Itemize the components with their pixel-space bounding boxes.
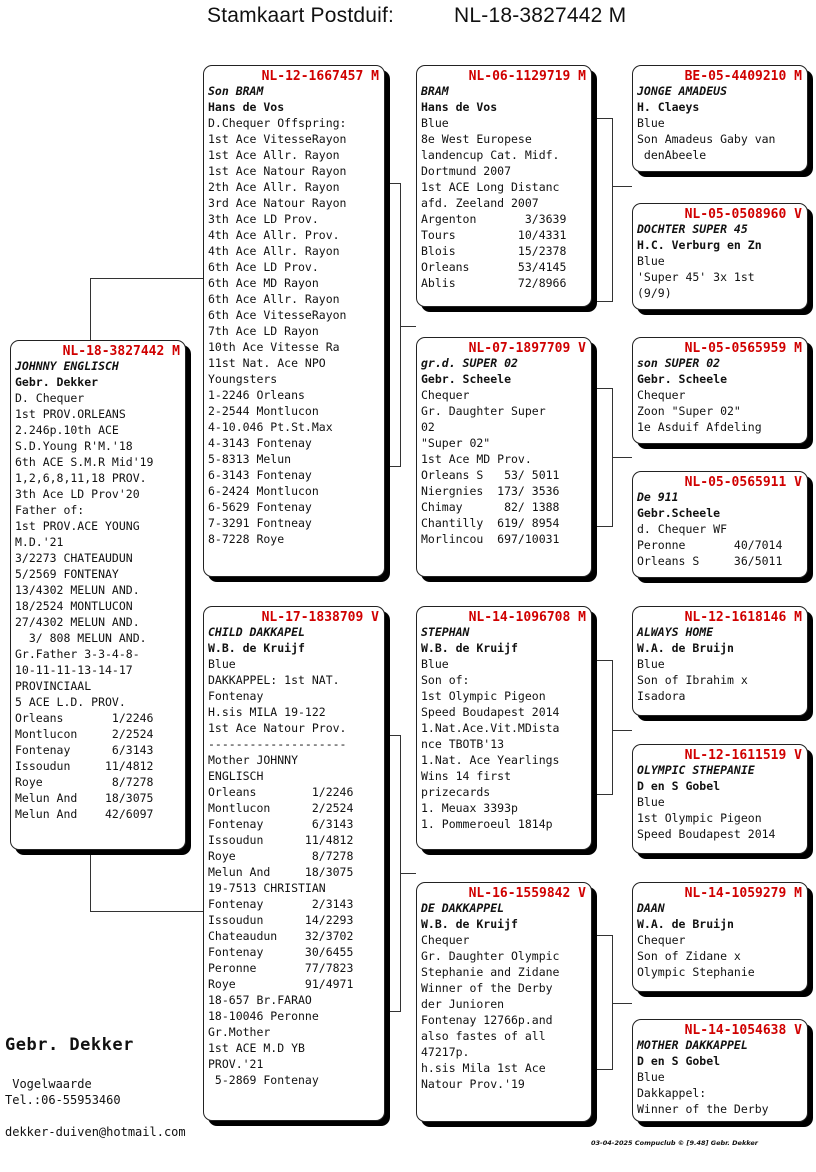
detail-line: 8-7228 Roye (208, 532, 285, 546)
pedigree-card-father (203, 65, 385, 577)
pigeon-name: ALWAYS HOME (637, 625, 714, 639)
detail-line: 1st Ace MD Prov. (421, 452, 532, 466)
detail-line: Blue (421, 116, 449, 130)
breeder: W.B. de Kruijf (208, 641, 305, 655)
pigeon-name: BRAM (421, 84, 449, 98)
detail-line: Montlucon 2/2524 (208, 801, 354, 815)
connector-fm-mid (612, 457, 632, 458)
detail-line: 7th Ace LD Rayon (208, 324, 319, 338)
detail-line: 3th Ace LD Prov. (208, 212, 319, 226)
detail-line: 18-657 Br.FARAO (208, 993, 312, 1007)
detail-line: Ablis 72/8966 (421, 276, 567, 290)
detail-line: (9/9) (637, 286, 672, 300)
card-details (421, 656, 587, 832)
detail-line: 4-3143 Fontenay (208, 436, 312, 450)
detail-line: Chequer (421, 933, 470, 947)
detail-line: 10th Ace Vitesse Ra (208, 340, 340, 354)
pedigree-card-mfm (632, 744, 808, 854)
detail-line: Father of: (15, 503, 85, 517)
breeder: W.A. de Bruijn (637, 641, 734, 655)
pigeon-name: Son BRAM (208, 84, 264, 98)
breeder: H.C. Verburg en Zn (637, 238, 762, 252)
pigeon-name: MOTHER DAKKAPPEL (637, 1038, 748, 1052)
detail-line: Fontenay 6/3143 (208, 817, 354, 831)
detail-line: Wins 14 first (421, 769, 512, 783)
detail-line: S.D.Young R'M.'18 (15, 439, 133, 453)
pedigree-card-fmf (632, 337, 808, 444)
detail-line: Niergnies 173/ 3536 (421, 484, 560, 498)
connector-father-parents (385, 183, 401, 467)
detail-line: Son of Ibrahim x (637, 673, 748, 687)
detail-line: 8e West Europese (421, 132, 532, 146)
ring-number: NL-12-1618146 M (684, 610, 802, 625)
detail-line: Fontenay 2/3143 (208, 897, 354, 911)
detail-line: 1.Nat.Ace.Vit.MDista (421, 721, 560, 735)
detail-line: Orleans 1/2246 (15, 711, 154, 725)
breeder: Gebr. Scheele (637, 372, 728, 386)
ring-number: NL-05-0508960 V (684, 207, 802, 222)
detail-line: Fontenay 12766p.and (421, 1013, 553, 1027)
pedigree-card-mmm (632, 1019, 808, 1122)
detail-line: 1st PROV.ORLEANS (15, 407, 126, 421)
connector-mother-parents (385, 735, 401, 1012)
pedigree-card-mother-father (416, 606, 592, 850)
connector-father-mid (400, 326, 416, 327)
detail-line: nce TBOTB'13 (421, 737, 505, 751)
detail-line: 18/2524 MONTLUCON (15, 599, 133, 613)
detail-line: 1st Ace Allr. Rayon (208, 148, 340, 162)
detail-line: 5-2869 Fontenay (208, 1073, 319, 1087)
pedigree-card-fff (632, 65, 808, 172)
detail-line: Son of: (421, 673, 470, 687)
owner-phone: Tel.:06-55953460 (5, 1093, 121, 1107)
ring-number: NL-05-0565911 V (684, 475, 802, 490)
detail-line: M.D.'21 (15, 535, 64, 549)
detail-line: 6-5629 Fontenay (208, 500, 312, 514)
detail-line: Chateaudun 32/3702 (208, 929, 354, 943)
detail-line: Orleans 53/4145 (421, 260, 567, 274)
ring-number: NL-17-1838709 V (261, 610, 379, 625)
breeder: Gebr. Scheele (421, 372, 512, 386)
card-details (637, 1069, 803, 1117)
detail-line: 1.Nat. Ace Yearlings (421, 753, 560, 767)
breeder: Hans de Vos (208, 100, 285, 114)
detail-line: 4th Ace Allr. Rayon (208, 244, 340, 258)
detail-line: 3/ 808 MELUN AND. (15, 631, 147, 645)
detail-line: 3th Ace LD Prov'20 (15, 487, 140, 501)
detail-line: Orleans S 53/ 5011 (421, 468, 560, 482)
detail-line: Blois 15/2378 (421, 244, 567, 258)
detail-line: Melun And 42/6097 (15, 807, 154, 821)
ring-number: NL-12-1611519 V (684, 748, 802, 763)
detail-line: Stephanie and Zidane (421, 965, 560, 979)
detail-line: Melun And 18/3075 (208, 865, 354, 879)
detail-line: Fontenay 6/3143 (15, 743, 154, 757)
detail-line: 6th ACE S.M.R Mid'19 (15, 455, 154, 469)
detail-line: Youngsters (208, 372, 278, 386)
pigeon-name: JONGE AMADEUS (637, 84, 728, 98)
detail-line: DAKKAPPEL: 1st NAT. (208, 673, 340, 687)
detail-line: landencup Cat. Midf. (421, 148, 560, 162)
detail-line: 5-8313 Melun (208, 452, 292, 466)
detail-line: Natour Prov.'19 (421, 1077, 525, 1091)
detail-line: Blue (637, 254, 665, 268)
detail-line: Gr.Mother (208, 1025, 271, 1039)
detail-line: H.sis MILA 19-122 (208, 705, 326, 719)
detail-line: Morlincou 697/10031 (421, 532, 560, 546)
detail-line: d. Chequer WF (637, 522, 728, 536)
detail-line: D. Chequer (15, 391, 85, 405)
detail-line: -------------------- (208, 737, 347, 751)
card-details (421, 932, 587, 1092)
detail-line: Orleans 1/2246 (208, 785, 354, 799)
detail-line: Issoudun 11/4812 (15, 759, 154, 773)
breeder: Hans de Vos (421, 100, 498, 114)
pigeon-name: JOHNNY ENGLISCH (15, 359, 119, 373)
pigeon-name: son SUPER 02 (637, 356, 721, 370)
detail-line: Chantilly 619/ 8954 (421, 516, 560, 530)
detail-line: ENGLISCH (208, 769, 264, 783)
ring-number: NL-06-1129719 M (468, 69, 586, 84)
detail-line: also fastes of all (421, 1029, 546, 1043)
detail-line: 6th Ace LD Prov. (208, 260, 319, 274)
detail-line: Argenton 3/3639 (421, 212, 567, 226)
detail-line: 1st Ace Natour Prov. (208, 721, 347, 735)
detail-line: Chequer (637, 933, 686, 947)
detail-line: 7-3291 Fontneay (208, 516, 312, 530)
connector-mother-mid (400, 873, 416, 874)
connector-mm-mid (612, 1003, 632, 1004)
footer-print-info: 03-04-2025 Compuclub © [9.48] Gebr. Dekker (591, 1139, 758, 1147)
pigeon-name: CHILD DAKKAPEL (208, 625, 305, 639)
detail-line: Speed Boudapest 2014 (637, 827, 776, 841)
pigeon-name: STEPHAN (421, 625, 470, 639)
detail-line: 1st ACE M.D YB (208, 1041, 305, 1055)
connector-ff-mid (612, 186, 632, 187)
detail-line: Gr.Father 3-3-4-8- (15, 647, 140, 661)
ring-number: NL-14-1096708 M (468, 610, 586, 625)
pigeon-name: DAAN (637, 901, 665, 915)
breeder: H. Claeys (637, 100, 700, 114)
detail-line: Tours 10/4331 (421, 228, 567, 242)
ring-number: NL-18-3827442 M (62, 344, 180, 359)
breeder: Gebr.Scheele (637, 506, 721, 520)
detail-line: Roye 8/7278 (208, 849, 354, 863)
pedigree-card-mother (203, 606, 385, 1121)
detail-line: 10-11-11-13-14-17 (15, 663, 133, 677)
connector-fm-parents (597, 388, 613, 527)
detail-line: 1st ACE Long Distanc (421, 180, 560, 194)
detail-line: Dakkappel: (637, 1086, 707, 1100)
detail-line: Fontenay (208, 689, 264, 703)
detail-line: 1st PROV.ACE YOUNG (15, 519, 140, 533)
detail-line: PROV.'21 (208, 1057, 264, 1071)
detail-line: Peronne 77/7823 (208, 961, 354, 975)
card-details (421, 115, 587, 291)
detail-line: Roye 91/4971 (208, 977, 354, 991)
detail-line: Speed Boudapest 2014 (421, 705, 560, 719)
pedigree-card-mother-mother (416, 882, 592, 1122)
pigeon-name: gr.d. SUPER 02 (421, 356, 518, 370)
card-details (208, 656, 380, 1088)
detail-line: 18-10046 Peronne (208, 1009, 319, 1023)
ring-number: NL-16-1559842 V (468, 886, 586, 901)
connector-subject-father (90, 278, 206, 341)
detail-line: 1st Olympic Pigeon (421, 689, 546, 703)
ring-number: NL-14-1054638 V (684, 1023, 802, 1038)
connector-mm-parents (597, 935, 613, 1070)
detail-line: 47217p. (421, 1045, 470, 1059)
detail-line: 5/2569 FONTENAY (15, 567, 119, 581)
detail-line: Issoudun 14/2293 (208, 913, 354, 927)
card-details (637, 794, 803, 842)
pedigree-card-subject (10, 340, 186, 850)
detail-line: 19-7513 CHRISTIAN (208, 881, 326, 895)
breeder: D en S Gobel (637, 779, 721, 793)
page-title (207, 4, 627, 28)
breeder: W.B. de Kruijf (421, 641, 518, 655)
owner-place: Vogelwaarde (5, 1077, 92, 1091)
detail-line: Winner of the Derby (421, 981, 553, 995)
detail-line: 1st Ace VitesseRayon (208, 132, 347, 146)
detail-line: Gr. Daughter Olympic (421, 949, 560, 963)
owner-email[interactable]: dekker-duiven@hotmail.com (5, 1125, 186, 1139)
pigeon-name: DE DAKKAPPEL (421, 901, 505, 915)
detail-line: 5 ACE L.D. PROV. (15, 695, 126, 709)
detail-line: der Junioren (421, 997, 505, 1011)
card-details (637, 253, 803, 301)
pigeon-name: DOCHTER SUPER 45 (637, 222, 748, 236)
detail-line: 02 (421, 420, 435, 434)
ring-number: BE-05-4409210 M (684, 69, 802, 84)
pedigree-card-mff (632, 606, 808, 716)
detail-line: 13/4302 MELUN AND. (15, 583, 140, 597)
detail-line: Dortmund 2007 (421, 164, 512, 178)
detail-line: 1e Asduif Afdeling (637, 420, 762, 434)
detail-line: 6th Ace Allr. Rayon (208, 292, 340, 306)
breeder: W.A. de Bruijn (637, 917, 734, 931)
pedigree-card-fmm (632, 471, 808, 578)
ring-number: NL-14-1059279 M (684, 886, 802, 901)
detail-line: Winner of the Derby (637, 1102, 769, 1116)
ring-number: NL-05-0565959 M (684, 341, 802, 356)
detail-line: 1. Pommeroeul 1814p (421, 817, 553, 831)
title-ring-number: NL-18-3827442 M (454, 4, 627, 27)
detail-line: Roye 8/7278 (15, 775, 154, 789)
card-details (637, 115, 803, 163)
detail-line: Issoudun 11/4812 (208, 833, 354, 847)
detail-line: Isadora (637, 689, 686, 703)
detail-line: Blue (637, 116, 665, 130)
detail-line: 6th Ace MD Rayon (208, 276, 319, 290)
detail-line: 6-3143 Fontenay (208, 468, 312, 482)
detail-line: Fontenay 30/6455 (208, 945, 354, 959)
detail-line: Mother JOHNNY (208, 753, 299, 767)
detail-line: Chimay 82/ 1388 (421, 500, 560, 514)
detail-line: PROVINCIAAL (15, 679, 92, 693)
detail-line: Montlucon 2/2524 (15, 727, 154, 741)
detail-line: Son Amadeus Gaby van (637, 132, 776, 146)
pigeon-name: De 911 (637, 490, 679, 504)
connector-ff-parents (597, 118, 613, 302)
card-details (637, 656, 803, 704)
connector-mf-mid (612, 730, 632, 731)
detail-line: Zoon "Super 02" (637, 404, 741, 418)
detail-line: 2.246p.10th ACE (15, 423, 119, 437)
detail-line: Blue (421, 657, 449, 671)
pedigree-card-father-father (416, 65, 592, 307)
detail-line: 1-2246 Orleans (208, 388, 305, 402)
card-details (208, 115, 380, 547)
connector-subject-mother (90, 851, 206, 912)
detail-line: denAbeele (637, 148, 707, 162)
detail-line: 1st Olympic Pigeon (637, 811, 762, 825)
detail-line: Orleans S 36/5011 (637, 554, 783, 568)
detail-line: 'Super 45' 3x 1st (637, 270, 755, 284)
card-details (637, 387, 803, 435)
detail-line: 3rd Ace Natour Rayon (208, 196, 347, 210)
detail-line: Blue (637, 1070, 665, 1084)
detail-line: 1,2,6,8,11,18 PROV. (15, 471, 147, 485)
pigeon-name: OLYMPIC STHEPANIE (637, 763, 755, 777)
card-details (637, 521, 803, 569)
breeder: Gebr. Dekker (15, 375, 99, 389)
detail-line: Blue (637, 795, 665, 809)
detail-line: 6-2424 Montlucon (208, 484, 319, 498)
detail-line: 6th Ace VitesseRayon (208, 308, 347, 322)
detail-line: 2-2544 Montlucon (208, 404, 319, 418)
pedigree-card-father-mother (416, 337, 592, 577)
detail-line: Gr. Daughter Super (421, 404, 546, 418)
detail-line: 3/2273 CHATEAUDUN (15, 551, 133, 565)
detail-line: 11st Nat. Ace NPO (208, 356, 326, 370)
detail-line: 1st Ace Natour Rayon (208, 164, 347, 178)
pedigree-card-ffm (632, 203, 808, 310)
detail-line: Olympic Stephanie (637, 965, 755, 979)
detail-line: "Super 02" (421, 436, 491, 450)
title-label: Stamkaart Postduif: (207, 4, 395, 27)
ring-number: NL-07-1897709 V (468, 341, 586, 356)
detail-line: 1. Meuax 3393p (421, 801, 518, 815)
detail-line: Chequer (637, 388, 686, 402)
detail-line: Blue (637, 657, 665, 671)
detail-line: afd. Zeeland 2007 (421, 196, 539, 210)
breeder: D en S Gobel (637, 1054, 721, 1068)
detail-line: Son of Zidane x (637, 949, 741, 963)
card-details (15, 390, 181, 822)
detail-line: 27/4302 MELUN AND. (15, 615, 140, 629)
detail-line: 2th Ace Allr. Rayon (208, 180, 340, 194)
breeder: W.B. de Kruijf (421, 917, 518, 931)
detail-line: prizecards (421, 785, 491, 799)
detail-line: 4-10.046 Pt.St.Max (208, 420, 333, 434)
pedigree-card-mmf (632, 882, 808, 992)
owner-name: Gebr. Dekker (5, 1035, 134, 1055)
detail-line: Blue (208, 657, 236, 671)
ring-number: NL-12-1667457 M (261, 69, 379, 84)
detail-line: h.sis Mila 1st Ace (421, 1061, 546, 1075)
card-details (637, 932, 803, 980)
detail-line: 4th Ace Allr. Prov. (208, 228, 340, 242)
card-details (421, 387, 587, 547)
detail-line: Peronne 40/7014 (637, 538, 783, 552)
detail-line: Melun And 18/3075 (15, 791, 154, 805)
detail-line: Chequer (421, 388, 470, 402)
detail-line: D.Chequer Offspring: (208, 116, 347, 130)
connector-mf-parents (597, 660, 613, 795)
